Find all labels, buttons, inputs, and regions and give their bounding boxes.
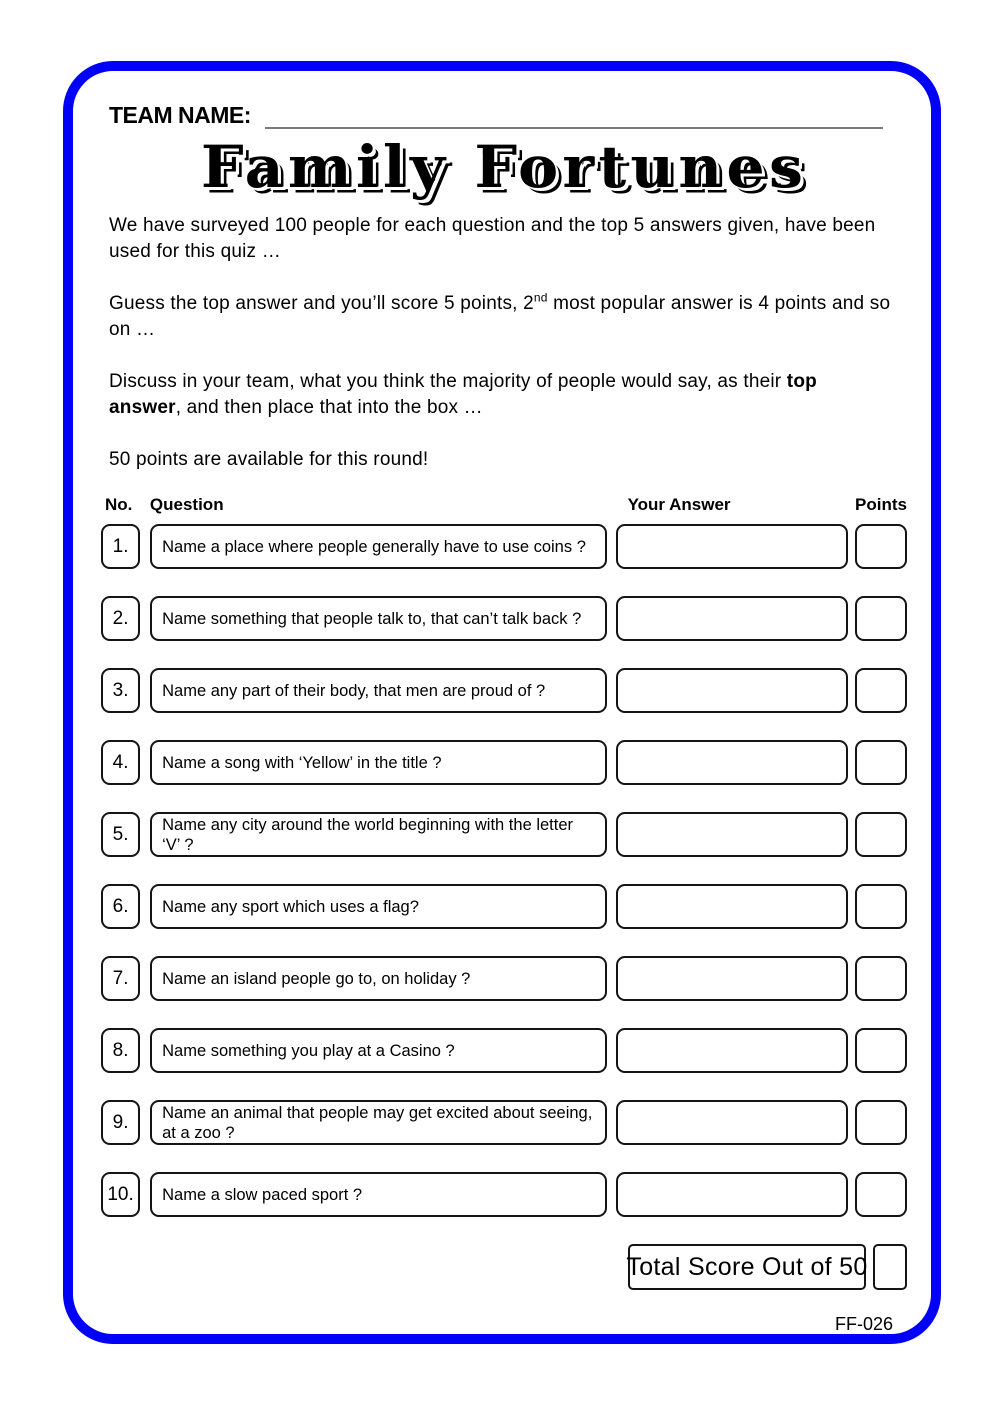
points-input-box[interactable] xyxy=(855,812,907,857)
question-number: 7. xyxy=(101,956,140,1001)
question-row-7 xyxy=(101,956,907,1001)
header-your-answer: Your Answer xyxy=(627,495,731,514)
answer-input-box[interactable] xyxy=(616,812,848,857)
question-number: 2. xyxy=(101,596,140,641)
points-input-box[interactable] xyxy=(855,596,907,641)
team-name-label: TEAM NAME: xyxy=(109,102,251,128)
points-input-box[interactable] xyxy=(855,884,907,929)
answer-input-box[interactable] xyxy=(616,740,848,785)
points-input-box[interactable] xyxy=(855,1172,907,1217)
question-number: 5. xyxy=(101,812,140,857)
question-number: 1. xyxy=(101,524,140,569)
page-title: Family Fortunes xyxy=(200,133,808,201)
question-row-10 xyxy=(101,1172,907,1217)
question-row-4 xyxy=(101,740,907,785)
question-number: 6. xyxy=(101,884,140,929)
header-points: Points xyxy=(855,495,907,514)
points-input-box[interactable] xyxy=(855,668,907,713)
intro-paragraph-4: 50 points are available for this round! xyxy=(109,449,429,470)
question-text: Name any sport which uses a flag? xyxy=(150,884,607,929)
points-input-box[interactable] xyxy=(855,740,907,785)
bold-top-answer: top answer xyxy=(109,371,817,418)
question-row-5 xyxy=(101,812,907,857)
total-score-row xyxy=(628,1244,907,1290)
question-text: Name an animal that people may get excited about seeing, at a zoo ? xyxy=(150,1100,607,1145)
ordinal-superscript: nd xyxy=(533,290,548,305)
question-number: 3. xyxy=(101,668,140,713)
answer-input-box[interactable] xyxy=(616,1028,848,1073)
question-text: Name an island people go to, on holiday ? xyxy=(150,956,607,1001)
team-name-blank-line[interactable] xyxy=(265,105,883,129)
table-header-row xyxy=(101,495,907,515)
answer-input-box[interactable] xyxy=(616,956,848,1001)
total-score-input-box[interactable] xyxy=(873,1244,907,1290)
quiz-table xyxy=(101,495,907,1290)
question-text: Name a song with ‘Yellow’ in the title ? xyxy=(150,740,607,785)
question-text: Name any city around the world beginning with the letter ‘V’ ? xyxy=(150,812,607,857)
answer-input-box[interactable] xyxy=(616,596,848,641)
points-input-box[interactable] xyxy=(855,524,907,569)
intro-paragraph-3: Discuss in your team, what you think the majority of people would say, as their top answer, and then place that into the box … xyxy=(109,371,817,418)
answer-input-box[interactable] xyxy=(616,884,848,929)
question-number: 10. xyxy=(101,1172,140,1217)
question-text: Name a slow paced sport ? xyxy=(150,1172,607,1217)
question-text: Name something you play at a Casino ? xyxy=(150,1028,607,1073)
question-text: Name something that people talk to, that can’t talk back ? xyxy=(150,596,607,641)
question-number: 4. xyxy=(101,740,140,785)
total-score-label-box: Total Score Out of 50 xyxy=(628,1244,866,1290)
question-row-6 xyxy=(101,884,907,929)
question-number: 9. xyxy=(101,1100,140,1145)
header-no: No. xyxy=(105,495,133,514)
intro-paragraph-2: Guess the top answer and you’ll score 5 points, 2nd most popular answer is 4 points and so on … xyxy=(109,290,891,340)
question-number: 8. xyxy=(101,1028,140,1073)
question-row-3 xyxy=(101,668,907,713)
question-text: Name any part of their body, that men are proud of ? xyxy=(150,668,607,713)
question-row-1 xyxy=(101,524,907,569)
question-row-9 xyxy=(101,1100,907,1145)
header-question: Question xyxy=(149,495,224,514)
answer-input-box[interactable] xyxy=(616,668,848,713)
quiz-sheet xyxy=(63,61,941,1344)
question-row-8 xyxy=(101,1028,907,1073)
answer-input-box[interactable] xyxy=(616,1100,848,1145)
question-text: Name a place where people generally have to use coins ? xyxy=(150,524,607,569)
points-input-box[interactable] xyxy=(855,956,907,1001)
intro-paragraph-1: We have surveyed 100 people for each question and the top 5 answers given, have been used for this quiz … xyxy=(109,215,876,262)
intro-section xyxy=(109,213,907,473)
question-row-2 xyxy=(101,596,907,641)
team-name-row xyxy=(109,99,903,129)
points-input-box[interactable] xyxy=(855,1100,907,1145)
answer-input-box[interactable] xyxy=(616,524,848,569)
points-input-box[interactable] xyxy=(855,1028,907,1073)
answer-input-box[interactable] xyxy=(616,1172,848,1217)
sheet-code: FF-026 xyxy=(834,1314,893,1334)
